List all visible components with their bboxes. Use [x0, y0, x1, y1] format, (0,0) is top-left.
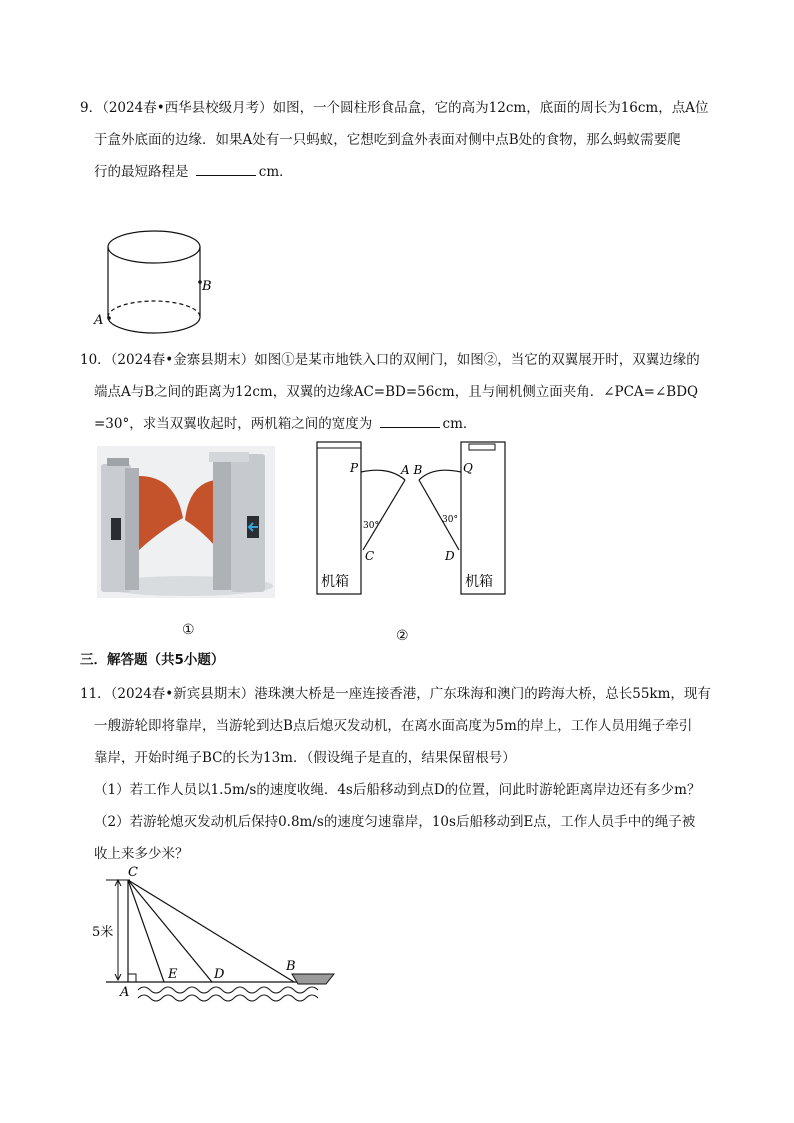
- height-label: 5米: [92, 925, 114, 940]
- q11-line-2: 一艘游轮即将靠岸，当游轮到达B点后熄灭发动机，在离水面高度为5m的岸上，工作人员用绳子牵引: [94, 718, 693, 734]
- q11-sub-2: （2）若游轮熄灭发动机后保持0.8m/s的速度匀速靠岸，10s后船移动到E点，工作人员手中的绳子被: [94, 814, 696, 830]
- cylinder-top: [108, 231, 200, 263]
- waves: [138, 987, 318, 1001]
- question-9: [80, 92, 720, 188]
- label-a: A: [120, 985, 130, 1000]
- q10-line-2: 端点A与B之间的距离为12cm，双翼的边缘AC=BD=56cm，且与闸机侧立面夹角．∠PCA=∠BDQ: [94, 384, 699, 400]
- label-b: B: [202, 279, 212, 294]
- angle-label-left: 30°: [363, 521, 379, 531]
- cylinder-bottom-front: [108, 317, 200, 333]
- q11-line-1: 11．（2024春•新宾县期末）港珠澳大桥是一座连接香港，广东珠海和澳门的跨海大桥，总长55km，现有: [80, 686, 711, 702]
- right-wing-arc: [419, 470, 461, 480]
- left-box-label: 机箱: [321, 574, 349, 590]
- cylinder-bottom-back: [108, 301, 200, 317]
- q10-line-3-text: =30°，求当双翼收起时，两机箱之间的宽度为: [94, 416, 373, 432]
- q11-sub-1: （1）若工作人员以1.5m/s的速度收绳．4s后船移动到点D的位置，问此时游轮距离岸边还有多少m？: [94, 782, 701, 798]
- gate-diagram: [305, 436, 515, 598]
- question-11: [80, 678, 720, 870]
- q9-line-1: 9．（2024春•西华县校级月考）如图，一个圆柱形食品盒，它的高为12cm，底面的周长为16cm，点A位: [80, 100, 709, 116]
- label-c: C: [128, 865, 138, 880]
- q10-unit: cm．: [442, 416, 477, 432]
- label-a: A: [94, 313, 104, 328]
- label-ab: A B: [401, 463, 423, 477]
- left-gate-cabinet: [101, 458, 139, 592]
- label-d: D: [445, 549, 455, 563]
- q11-sub-2-line-2: 收上来多少米？: [94, 846, 189, 862]
- rope-ce: [128, 880, 164, 982]
- q9-unit: cm．: [258, 164, 293, 180]
- ship-shape: [292, 974, 334, 984]
- label-p: P: [350, 461, 359, 475]
- rope-cb: [128, 880, 294, 982]
- figure-caption-1: ①: [182, 622, 195, 638]
- label-q: Q: [463, 461, 473, 475]
- q9-line-2: 于盒外底面的边缘．如果A处有一只蚂蚁，它想吃到盒外表面对侧中点B处的食物，那么蚂蚁需要爬: [94, 132, 681, 148]
- cylinder-figure: [88, 222, 228, 338]
- question-10: [80, 344, 720, 440]
- point-a: [107, 316, 111, 320]
- q10-line-1: 10．（2024春•金寨县期末）如图①是某市地铁入口的双闸门，如图②，当它的双翼展开时，双翼边缘的: [80, 352, 700, 368]
- answer-blank-q10[interactable]: [380, 413, 440, 428]
- q9-line-3: [80, 156, 720, 188]
- segment-ac: [363, 480, 405, 550]
- left-wing-arc: [361, 470, 405, 480]
- section-3-title: 三．解答题（共5小题）: [80, 652, 225, 668]
- figure-caption-2: ②: [396, 628, 409, 644]
- right-gate-cabinet: [209, 452, 265, 592]
- ship-rope-figure: [86, 864, 346, 1014]
- label-d: D: [214, 967, 225, 982]
- label-e: E: [168, 967, 178, 982]
- q9-line-3-text: 行的最短路程是: [94, 164, 189, 180]
- right-box-label: 机箱: [465, 574, 493, 590]
- label-b: B: [286, 959, 296, 974]
- right-angle-mark: [128, 974, 136, 982]
- answer-blank-q9[interactable]: [196, 161, 256, 176]
- label-c: C: [365, 549, 375, 563]
- q11-line-3: 靠岸，开始时绳子BC的长为13m．（假设绳子是直的，结果保留根号）: [94, 750, 516, 766]
- angle-label-right: 30°: [442, 515, 458, 525]
- gate-photo: [97, 446, 275, 598]
